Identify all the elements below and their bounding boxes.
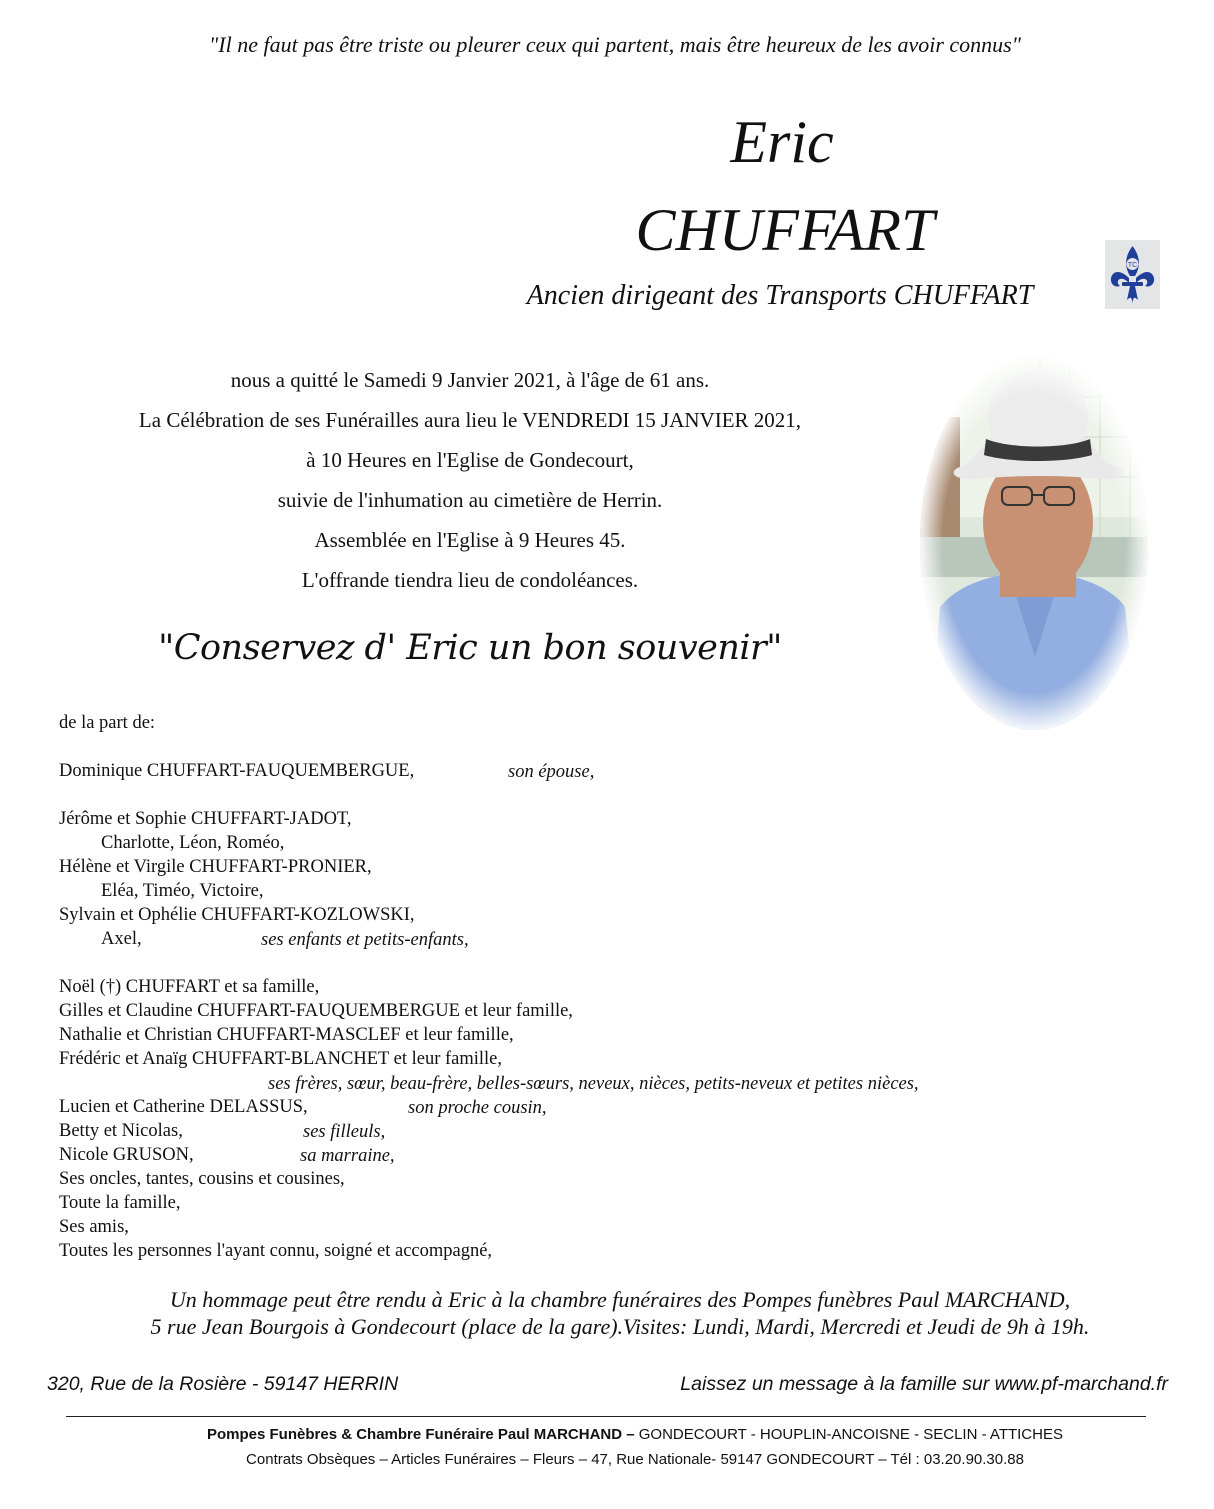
- family-member: Noël (†) CHUFFART et sa famille,: [59, 977, 320, 997]
- motto-quote: "Conservez d' Eric un bon souvenir": [158, 628, 782, 668]
- footer-locations: GONDECOURT - HOUPLIN-ANCOISNE - SECLIN - ATTICHES: [634, 1426, 1063, 1443]
- portrait-illustration: [920, 357, 1148, 730]
- godmother-role: sa marraine,: [300, 1146, 395, 1166]
- footer-company-name: Pompes Funèbres & Chambre Funéraire Paul MARCHAND –: [207, 1426, 635, 1443]
- message-link-text: Laissez un message à la famille sur www.pf-marchand.fr: [680, 1373, 1168, 1395]
- family-member: Jérôme et Sophie CHUFFART-JADOT,: [59, 809, 352, 829]
- epigraph-quote: "Il ne faut pas être triste ou pleurer ceux qui partent, mais être heureux de les avoir connus": [209, 32, 1021, 57]
- cousin-role: son proche cousin,: [408, 1098, 547, 1118]
- announcement-line: Assemblée en l'Eglise à 9 Heures 45.: [314, 528, 626, 552]
- fleur-de-lis-icon: [1105, 240, 1160, 309]
- announcement-line: suivie de l'inhumation au cimetière de Herrin.: [277, 488, 663, 512]
- family-member: Nathalie et Christian CHUFFART-MASCLEF et leur famille,: [59, 1025, 514, 1045]
- announcement-line: à 10 Heures en l'Eglise de Gondecourt,: [306, 448, 634, 472]
- spouse-role: son épouse,: [508, 762, 595, 782]
- family-member: Charlotte, Léon, Roméo,: [101, 833, 285, 853]
- family-member: Hélène et Virgile CHUFFART-PRONIER,: [59, 857, 372, 877]
- family-address: 320, Rue de la Rosière - 59147 HERRIN: [47, 1373, 399, 1395]
- spouse-name: Dominique CHUFFART-FAUQUEMBERGUE,: [59, 761, 415, 781]
- family-member: Toutes les personnes l'ayant connu, soigné et accompagné,: [59, 1241, 493, 1261]
- family-member: Sylvain et Ophélie CHUFFART-KOZLOWSKI,: [59, 905, 415, 925]
- godchildren-name: Betty et Nicolas,: [59, 1121, 183, 1141]
- deceased-last-name: CHUFFART: [635, 197, 935, 263]
- announcement-line: La Célébration de ses Funérailles aura lieu le VENDREDI 15 JANVIER 2021,: [138, 408, 802, 432]
- children-role: ses enfants et petits-enfants,: [261, 930, 469, 950]
- siblings-role: ses frères, sœur, beau-frère, belles-sœurs, neveux, nièces, petits-neveux et petites nièces,: [268, 1074, 919, 1094]
- announcement-line: nous a quitté le Samedi 9 Janvier 2021, à l'âge de 61 ans.: [230, 368, 710, 392]
- family-member: Ses oncles, tantes, cousins et cousines,: [59, 1169, 345, 1189]
- family-member: Eléa, Timéo, Victoire,: [101, 881, 264, 901]
- family-member: Frédéric et Anaïg CHUFFART-BLANCHET et leur famille,: [59, 1049, 502, 1069]
- portrait-photo: [920, 357, 1148, 730]
- family-member: Toute la famille,: [59, 1193, 181, 1213]
- footer-company-line: [0, 1426, 1214, 1443]
- godmother-name: Nicole GRUSON,: [59, 1145, 194, 1165]
- footer-divider: [66, 1416, 1146, 1417]
- godchildren-role: ses filleuls,: [303, 1122, 386, 1142]
- cousin-name: Lucien et Catherine DELASSUS,: [59, 1097, 308, 1117]
- family-member: Axel,: [101, 929, 142, 949]
- from-label: de la part de:: [59, 713, 156, 733]
- company-logo: [1105, 240, 1160, 309]
- announcement-line: L'offrande tiendra lieu de condoléances.: [301, 568, 639, 592]
- deceased-first-name: Eric: [730, 109, 834, 175]
- footer-services-line: Contrats Obsèques – Articles Funéraires – Fleurs – 47, Rue Nationale- 59147 GONDECOURT – Tél : 03.20.90.30.88: [246, 1451, 1024, 1468]
- deceased-subtitle: Ancien dirigeant des Transports CHUFFART: [526, 280, 1034, 311]
- family-member: Gilles et Claudine CHUFFART-FAUQUEMBERGUE et leur famille,: [59, 1001, 573, 1021]
- hommage-line: 5 rue Jean Bourgois à Gondecourt (place de la gare).Visites: Lundi, Mardi, Mercredi et Jeudi de 9h à 19h.: [150, 1314, 1090, 1339]
- hommage-line: Un hommage peut être rendu à Eric à la chambre funéraires des Pompes funèbres Paul MARCHAND,: [169, 1287, 1071, 1312]
- family-member: Ses amis,: [59, 1217, 129, 1237]
- logo-letters: TC: [1127, 262, 1138, 269]
